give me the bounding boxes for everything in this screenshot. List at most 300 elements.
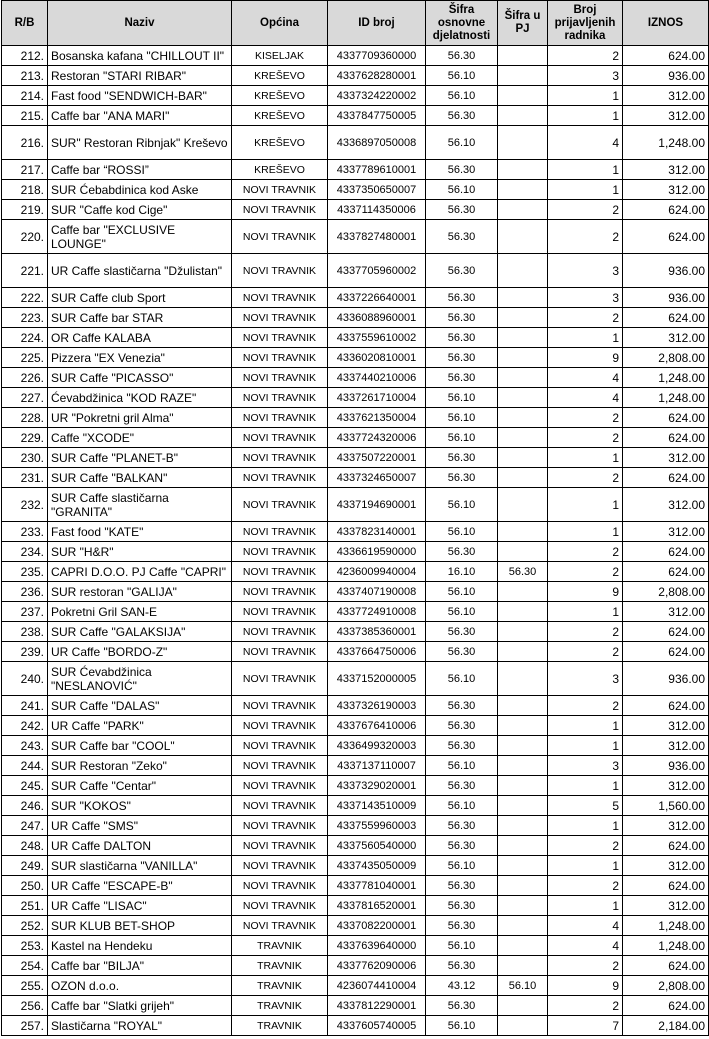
cell-iznos: 1,248.00 <box>623 388 709 408</box>
cell-rb: 241. <box>2 696 48 716</box>
cell-opcina: NOVI TRAVNIK <box>232 696 328 716</box>
cell-sifra-pj <box>498 46 548 66</box>
cell-rb: 235. <box>2 562 48 582</box>
cell-id-broj: 4337324220002 <box>328 86 426 106</box>
cell-sifra: 56.30 <box>426 368 498 388</box>
cell-naziv: UR Caffe "LISAC" <box>48 896 232 916</box>
cell-id-broj: 4337676410006 <box>328 716 426 736</box>
cell-sifra: 56.30 <box>426 254 498 288</box>
cell-sifra: 56.30 <box>426 106 498 126</box>
cell-naziv: SUR restoran "GALIJA" <box>48 582 232 602</box>
cell-iznos: 624.00 <box>623 408 709 428</box>
cell-id-broj: 4337664750006 <box>328 642 426 662</box>
cell-rb: 224. <box>2 328 48 348</box>
cell-broj-radnika: 9 <box>548 348 623 368</box>
header-id-broj: ID broj <box>328 1 426 46</box>
cell-id-broj: 4337816520001 <box>328 896 426 916</box>
cell-iznos: 624.00 <box>623 46 709 66</box>
cell-sifra: 56.10 <box>426 856 498 876</box>
cell-id-broj: 4337350650007 <box>328 180 426 200</box>
cell-sifra: 56.30 <box>426 816 498 836</box>
table-row <box>2 288 709 308</box>
cell-naziv: UR Caffe "SMS" <box>48 816 232 836</box>
cell-broj-radnika: 1 <box>548 776 623 796</box>
cell-broj-radnika: 2 <box>548 200 623 220</box>
cell-id-broj: 4337326190003 <box>328 696 426 716</box>
cell-rb: 236. <box>2 582 48 602</box>
cell-sifra: 56.30 <box>426 468 498 488</box>
table-row <box>2 996 709 1016</box>
cell-iznos: 312.00 <box>623 716 709 736</box>
table-row <box>2 428 709 448</box>
cell-sifra-pj: 56.30 <box>498 562 548 582</box>
cell-rb: 242. <box>2 716 48 736</box>
cell-sifra-pj <box>498 220 548 254</box>
cell-rb: 221. <box>2 254 48 288</box>
cell-opcina: KREŠEVO <box>232 160 328 180</box>
cell-naziv: SUR Caffe bar STAR <box>48 308 232 328</box>
cell-broj-radnika: 3 <box>548 662 623 696</box>
cell-sifra-pj <box>498 288 548 308</box>
cell-rb: 238. <box>2 622 48 642</box>
cell-sifra-pj <box>498 736 548 756</box>
cell-sifra-pj <box>498 522 548 542</box>
cell-opcina: NOVI TRAVNIK <box>232 836 328 856</box>
cell-sifra-pj <box>498 488 548 522</box>
cell-sifra: 56.10 <box>426 522 498 542</box>
cell-rb: 257. <box>2 1016 48 1036</box>
table-row <box>2 562 709 582</box>
cell-iznos: 312.00 <box>623 816 709 836</box>
cell-sifra-pj <box>498 348 548 368</box>
cell-sifra-pj: 56.10 <box>498 976 548 996</box>
cell-naziv: Caffe "XCODE" <box>48 428 232 448</box>
cell-sifra: 56.10 <box>426 428 498 448</box>
cell-broj-radnika: 1 <box>548 522 623 542</box>
cell-sifra-pj <box>498 816 548 836</box>
cell-opcina: TRAVNIK <box>232 956 328 976</box>
cell-opcina: NOVI TRAVNIK <box>232 736 328 756</box>
cell-broj-radnika: 3 <box>548 288 623 308</box>
cell-broj-radnika: 1 <box>548 86 623 106</box>
cell-id-broj: 4236074410004 <box>328 976 426 996</box>
cell-rb: 223. <box>2 308 48 328</box>
cell-iznos: 624.00 <box>623 562 709 582</box>
cell-broj-radnika: 1 <box>548 106 623 126</box>
table-row <box>2 106 709 126</box>
cell-id-broj: 4337628280001 <box>328 66 426 86</box>
cell-rb: 222. <box>2 288 48 308</box>
table-row <box>2 776 709 796</box>
cell-sifra-pj <box>498 542 548 562</box>
cell-broj-radnika: 2 <box>548 836 623 856</box>
cell-naziv: Kastel na Hendeku <box>48 936 232 956</box>
table-row <box>2 488 709 522</box>
cell-opcina: NOVI TRAVNIK <box>232 522 328 542</box>
cell-broj-radnika: 2 <box>548 308 623 328</box>
cell-broj-radnika: 2 <box>548 408 623 428</box>
cell-broj-radnika: 1 <box>548 896 623 916</box>
table-row <box>2 876 709 896</box>
cell-naziv: UR Caffe slastičarna "Džulistan" <box>48 254 232 288</box>
cell-iznos: 2,808.00 <box>623 976 709 996</box>
cell-opcina: NOVI TRAVNIK <box>232 428 328 448</box>
cell-broj-radnika: 2 <box>548 468 623 488</box>
cell-opcina: NOVI TRAVNIK <box>232 916 328 936</box>
cell-naziv: SUR Restoran "Zeko" <box>48 756 232 776</box>
cell-sifra: 56.30 <box>426 996 498 1016</box>
cell-sifra: 56.30 <box>426 160 498 180</box>
cell-naziv: SUR Caffe slastičarna "GRANITA" <box>48 488 232 522</box>
cell-id-broj: 4336088960001 <box>328 308 426 328</box>
cell-opcina: NOVI TRAVNIK <box>232 662 328 696</box>
cell-opcina: TRAVNIK <box>232 1016 328 1036</box>
cell-rb: 230. <box>2 448 48 468</box>
cell-id-broj: 4337724320006 <box>328 428 426 448</box>
cell-rb: 246. <box>2 796 48 816</box>
cell-iznos: 936.00 <box>623 288 709 308</box>
cell-naziv: SUR Ćevabdžinica "NESLANOVIĆ" <box>48 662 232 696</box>
table-row <box>2 200 709 220</box>
cell-broj-radnika: 1 <box>548 328 623 348</box>
cell-iznos: 312.00 <box>623 896 709 916</box>
cell-iznos: 936.00 <box>623 254 709 288</box>
cell-broj-radnika: 2 <box>548 428 623 448</box>
cell-iznos: 312.00 <box>623 328 709 348</box>
cell-iznos: 624.00 <box>623 956 709 976</box>
cell-sifra: 56.10 <box>426 86 498 106</box>
table-row <box>2 736 709 756</box>
table-row <box>2 642 709 662</box>
cell-broj-radnika: 1 <box>548 736 623 756</box>
cell-id-broj: 4337705960002 <box>328 254 426 288</box>
cell-sifra-pj <box>498 836 548 856</box>
cell-sifra-pj <box>498 856 548 876</box>
cell-naziv: Ćevabdžinica "KOD RAZE" <box>48 388 232 408</box>
cell-iznos: 312.00 <box>623 448 709 468</box>
cell-opcina: TRAVNIK <box>232 936 328 956</box>
cell-opcina: NOVI TRAVNIK <box>232 716 328 736</box>
cell-broj-radnika: 2 <box>548 876 623 896</box>
cell-opcina: NOVI TRAVNIK <box>232 856 328 876</box>
cell-broj-radnika: 1 <box>548 816 623 836</box>
cell-naziv: SUR Caffe "Centar" <box>48 776 232 796</box>
cell-sifra-pj <box>498 582 548 602</box>
cell-opcina: NOVI TRAVNIK <box>232 200 328 220</box>
cell-sifra-pj <box>498 756 548 776</box>
cell-sifra-pj <box>498 448 548 468</box>
cell-sifra-pj <box>498 328 548 348</box>
header-iznos: IZNOS <box>623 1 709 46</box>
cell-iznos: 2,808.00 <box>623 582 709 602</box>
cell-sifra-pj <box>498 160 548 180</box>
cell-iznos: 312.00 <box>623 106 709 126</box>
cell-rb: 256. <box>2 996 48 1016</box>
cell-id-broj: 4337709360000 <box>328 46 426 66</box>
cell-sifra-pj <box>498 796 548 816</box>
cell-naziv: Fast food "SENDWICH-BAR" <box>48 86 232 106</box>
cell-id-broj: 4337605740005 <box>328 1016 426 1036</box>
cell-iznos: 624.00 <box>623 876 709 896</box>
table-row <box>2 856 709 876</box>
cell-broj-radnika: 2 <box>548 642 623 662</box>
cell-sifra: 56.10 <box>426 126 498 160</box>
cell-naziv: Pizzera "EX Venezia" <box>48 348 232 368</box>
cell-opcina: NOVI TRAVNIK <box>232 348 328 368</box>
cell-opcina: TRAVNIK <box>232 996 328 1016</box>
cell-iznos: 312.00 <box>623 776 709 796</box>
cell-rb: 217. <box>2 160 48 180</box>
cell-broj-radnika: 1 <box>548 180 623 200</box>
cell-broj-radnika: 4 <box>548 126 623 160</box>
cell-iznos: 2,808.00 <box>623 348 709 368</box>
cell-rb: 245. <box>2 776 48 796</box>
table-row <box>2 716 709 736</box>
cell-rb: 213. <box>2 66 48 86</box>
table-row <box>2 976 709 996</box>
cell-rb: 228. <box>2 408 48 428</box>
cell-id-broj: 4337324650007 <box>328 468 426 488</box>
cell-sifra-pj <box>498 468 548 488</box>
cell-sifra-pj <box>498 428 548 448</box>
table-row <box>2 308 709 328</box>
cell-rb: 243. <box>2 736 48 756</box>
cell-id-broj: 4337847750005 <box>328 106 426 126</box>
cell-naziv: UR Caffe "BORDO-Z" <box>48 642 232 662</box>
cell-sifra: 56.30 <box>426 956 498 976</box>
table-header <box>2 1 709 46</box>
cell-opcina: NOVI TRAVNIK <box>232 408 328 428</box>
cell-sifra-pj <box>498 696 548 716</box>
cell-id-broj: 4336020810001 <box>328 348 426 368</box>
cell-opcina: NOVI TRAVNIK <box>232 448 328 468</box>
cell-broj-radnika: 4 <box>548 388 623 408</box>
cell-sifra: 56.30 <box>426 876 498 896</box>
cell-id-broj: 4236009940004 <box>328 562 426 582</box>
cell-id-broj: 4337329020001 <box>328 776 426 796</box>
cell-iznos: 936.00 <box>623 66 709 86</box>
cell-opcina: NOVI TRAVNIK <box>232 180 328 200</box>
cell-iznos: 624.00 <box>623 200 709 220</box>
cell-iznos: 624.00 <box>623 996 709 1016</box>
table-row <box>2 956 709 976</box>
cell-sifra-pj <box>498 996 548 1016</box>
cell-sifra-pj <box>498 896 548 916</box>
cell-naziv: UR Caffe DALTON <box>48 836 232 856</box>
table-row <box>2 622 709 642</box>
cell-sifra: 56.10 <box>426 602 498 622</box>
cell-naziv: SUR" Restoran Ribnjak" Kreševo <box>48 126 232 160</box>
cell-rb: 216. <box>2 126 48 160</box>
cell-naziv: SUR Caffe "BALKAN" <box>48 468 232 488</box>
cell-sifra: 56.30 <box>426 448 498 468</box>
table-row <box>2 220 709 254</box>
cell-opcina: NOVI TRAVNIK <box>232 328 328 348</box>
cell-sifra: 56.30 <box>426 46 498 66</box>
cell-sifra: 56.30 <box>426 736 498 756</box>
cell-sifra: 56.30 <box>426 348 498 368</box>
cell-naziv: UR Caffe "PARK" <box>48 716 232 736</box>
cell-naziv: SUR "KOKOS" <box>48 796 232 816</box>
beneficiaries-table <box>1 0 709 1036</box>
table-row <box>2 368 709 388</box>
cell-rb: 220. <box>2 220 48 254</box>
cell-iznos: 312.00 <box>623 180 709 200</box>
table-row <box>2 582 709 602</box>
header-rb: R/B <box>2 1 48 46</box>
cell-opcina: NOVI TRAVNIK <box>232 368 328 388</box>
cell-sifra-pj <box>498 408 548 428</box>
cell-naziv: UR Caffe "ESCAPE-B" <box>48 876 232 896</box>
cell-id-broj: 4337194690001 <box>328 488 426 522</box>
cell-iznos: 624.00 <box>623 542 709 562</box>
table-row <box>2 796 709 816</box>
cell-opcina: NOVI TRAVNIK <box>232 488 328 522</box>
cell-opcina: NOVI TRAVNIK <box>232 308 328 328</box>
table-row <box>2 522 709 542</box>
cell-naziv: SUR Caffe "PLANET-B" <box>48 448 232 468</box>
cell-iznos: 1,560.00 <box>623 796 709 816</box>
cell-broj-radnika: 9 <box>548 582 623 602</box>
cell-opcina: NOVI TRAVNIK <box>232 582 328 602</box>
cell-id-broj: 4337789610001 <box>328 160 426 180</box>
cell-opcina: NOVI TRAVNIK <box>232 876 328 896</box>
cell-rb: 240. <box>2 662 48 696</box>
cell-sifra-pj <box>498 106 548 126</box>
table-row <box>2 602 709 622</box>
table-row <box>2 756 709 776</box>
cell-rb: 218. <box>2 180 48 200</box>
cell-broj-radnika: 1 <box>548 160 623 180</box>
cell-sifra-pj <box>498 1016 548 1036</box>
table-row <box>2 896 709 916</box>
cell-broj-radnika: 2 <box>548 996 623 1016</box>
cell-sifra-pj <box>498 254 548 288</box>
cell-iznos: 624.00 <box>623 308 709 328</box>
cell-naziv: UR "Pokretni gril Alma" <box>48 408 232 428</box>
table-row <box>2 542 709 562</box>
cell-broj-radnika: 2 <box>548 956 623 976</box>
cell-id-broj: 4336499320003 <box>328 736 426 756</box>
cell-iznos: 624.00 <box>623 220 709 254</box>
cell-iznos: 312.00 <box>623 488 709 522</box>
cell-sifra-pj <box>498 642 548 662</box>
cell-opcina: NOVI TRAVNIK <box>232 756 328 776</box>
table-row <box>2 348 709 368</box>
table-row <box>2 328 709 348</box>
cell-opcina: KREŠEVO <box>232 126 328 160</box>
cell-iznos: 2,184.00 <box>623 1016 709 1036</box>
cell-rb: 215. <box>2 106 48 126</box>
cell-broj-radnika: 2 <box>548 542 623 562</box>
cell-id-broj: 4337152000005 <box>328 662 426 696</box>
cell-sifra: 56.30 <box>426 776 498 796</box>
cell-id-broj: 4337114350006 <box>328 200 426 220</box>
cell-naziv: SUR Caffe "GALAKSIJA" <box>48 622 232 642</box>
table-row <box>2 836 709 856</box>
cell-rb: 219. <box>2 200 48 220</box>
cell-broj-radnika: 4 <box>548 916 623 936</box>
cell-sifra: 56.30 <box>426 220 498 254</box>
cell-sifra: 56.30 <box>426 696 498 716</box>
cell-naziv: OZON d.o.o. <box>48 976 232 996</box>
cell-sifra: 56.10 <box>426 388 498 408</box>
cell-sifra: 56.30 <box>426 896 498 916</box>
cell-id-broj: 4336619590000 <box>328 542 426 562</box>
cell-rb: 226. <box>2 368 48 388</box>
cell-sifra: 56.30 <box>426 200 498 220</box>
cell-naziv: Pokretni Gril SAN-E <box>48 602 232 622</box>
table-row <box>2 468 709 488</box>
cell-sifra-pj <box>498 662 548 696</box>
cell-naziv: Caffe bar "EXCLUSIVE LOUNGE" <box>48 220 232 254</box>
cell-broj-radnika: 1 <box>548 856 623 876</box>
cell-rb: 253. <box>2 936 48 956</box>
cell-naziv: Caffe bar “ROSSI” <box>48 160 232 180</box>
cell-opcina: NOVI TRAVNIK <box>232 288 328 308</box>
cell-naziv: SUR "Caffe kod Cige" <box>48 200 232 220</box>
cell-rb: 250. <box>2 876 48 896</box>
cell-id-broj: 4337724910008 <box>328 602 426 622</box>
cell-id-broj: 4336897050008 <box>328 126 426 160</box>
cell-broj-radnika: 2 <box>548 46 623 66</box>
cell-sifra-pj <box>498 602 548 622</box>
cell-sifra: 56.10 <box>426 662 498 696</box>
cell-opcina: NOVI TRAVNIK <box>232 468 328 488</box>
cell-rb: 244. <box>2 756 48 776</box>
cell-sifra-pj <box>498 876 548 896</box>
cell-opcina: NOVI TRAVNIK <box>232 776 328 796</box>
cell-rb: 249. <box>2 856 48 876</box>
cell-sifra-pj <box>498 308 548 328</box>
cell-iznos: 624.00 <box>623 428 709 448</box>
cell-broj-radnika: 2 <box>548 696 623 716</box>
header-sifra-pj: Šifra u PJ <box>498 1 548 46</box>
cell-broj-radnika: 7 <box>548 1016 623 1036</box>
cell-broj-radnika: 2 <box>548 562 623 582</box>
cell-naziv: Slastičarna "ROYAL" <box>48 1016 232 1036</box>
cell-opcina: NOVI TRAVNIK <box>232 622 328 642</box>
cell-iznos: 624.00 <box>623 468 709 488</box>
cell-id-broj: 4337781040001 <box>328 876 426 896</box>
cell-id-broj: 4337385360001 <box>328 622 426 642</box>
cell-sifra: 56.30 <box>426 642 498 662</box>
cell-broj-radnika: 3 <box>548 66 623 86</box>
table-row <box>2 936 709 956</box>
cell-broj-radnika: 1 <box>548 602 623 622</box>
cell-id-broj: 4337621350004 <box>328 408 426 428</box>
cell-rb: 251. <box>2 896 48 916</box>
table-body <box>2 46 709 1036</box>
cell-sifra: 56.30 <box>426 308 498 328</box>
cell-sifra: 56.10 <box>426 756 498 776</box>
cell-sifra: 16.10 <box>426 562 498 582</box>
cell-naziv: SUR slastičarna "VANILLA" <box>48 856 232 876</box>
cell-rb: 227. <box>2 388 48 408</box>
cell-broj-radnika: 3 <box>548 756 623 776</box>
cell-naziv: Caffe bar "ANA MARI" <box>48 106 232 126</box>
cell-rb: 231. <box>2 468 48 488</box>
header-opcina: Općina <box>232 1 328 46</box>
cell-rb: 225. <box>2 348 48 368</box>
cell-rb: 214. <box>2 86 48 106</box>
cell-broj-radnika: 1 <box>548 448 623 468</box>
cell-sifra-pj <box>498 622 548 642</box>
header-broj-radnika: Broj prijavljenih radnika <box>548 1 623 46</box>
cell-sifra: 56.30 <box>426 836 498 856</box>
cell-id-broj: 4337261710004 <box>328 388 426 408</box>
cell-id-broj: 4337082200001 <box>328 916 426 936</box>
